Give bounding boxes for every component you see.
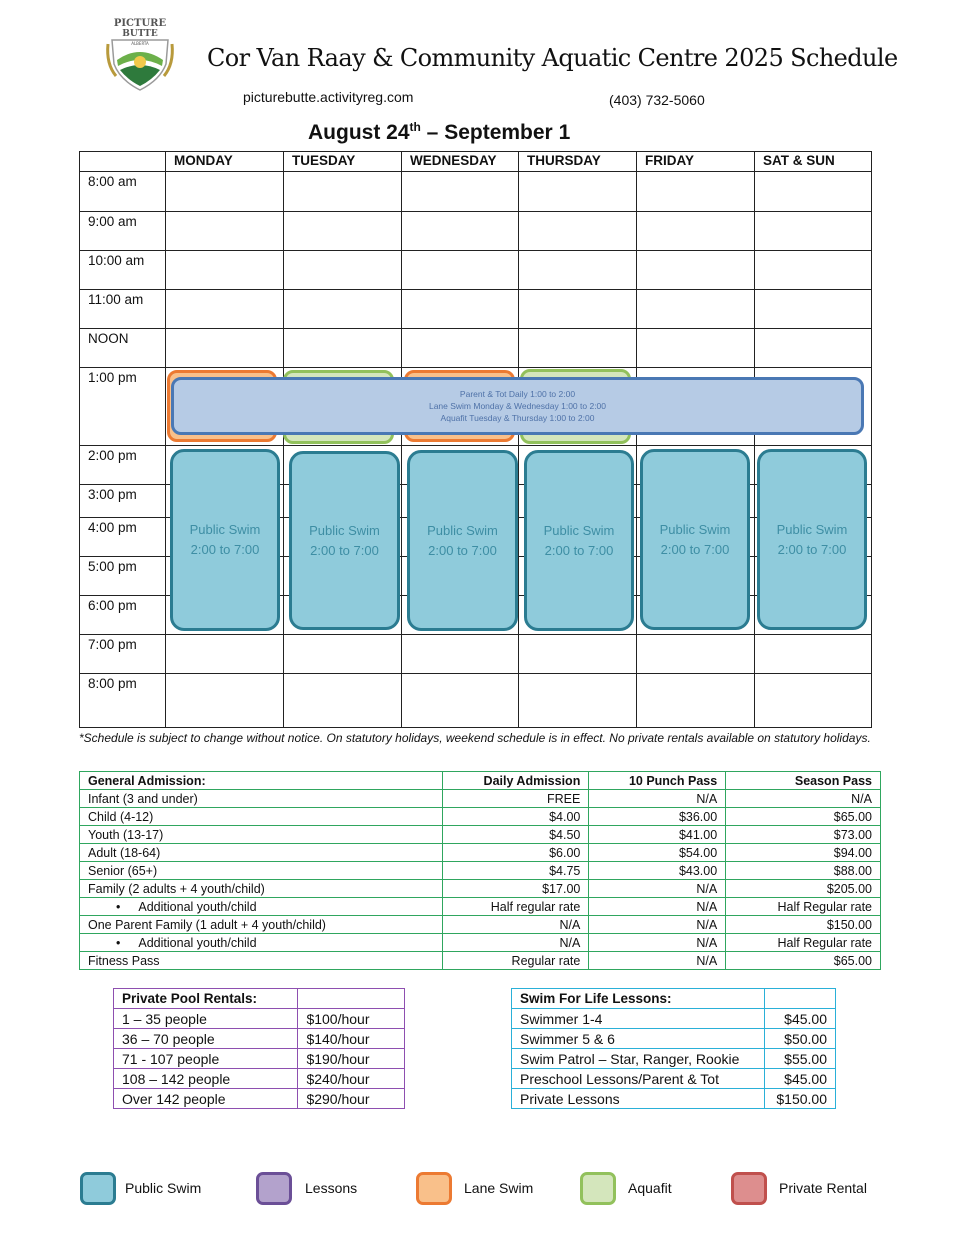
table-cell: FREE (442, 790, 589, 808)
day-header: FRIDAY (645, 153, 695, 168)
parent-tot-lane-aquafit-banner (171, 377, 864, 435)
table-cell: Family (2 adults + 4 youth/child) (80, 880, 443, 898)
table-cell: $190/hour (298, 1049, 405, 1069)
table-row (114, 1049, 405, 1069)
grid-hline (79, 445, 872, 446)
time-label: 11:00 am (88, 292, 144, 307)
table-cell: $4.75 (442, 862, 589, 880)
table-cell: $205.00 (726, 880, 881, 898)
table-cell: $4.00 (442, 808, 589, 826)
grid-hline (79, 673, 872, 674)
time-label: 2:00 pm (88, 448, 137, 463)
table-cell: Infant (3 and under) (80, 790, 443, 808)
public-swim-time: 2:00 to 7:00 (190, 542, 260, 557)
time-label: 3:00 pm (88, 487, 137, 502)
svg-text:PICTURE: PICTURE (113, 18, 167, 29)
table-cell: Child (4-12) (80, 808, 443, 826)
page-title: Cor Van Raay & Community Aquatic Centre 2025 Schedule (207, 44, 898, 72)
time-label: 7:00 pm (88, 637, 137, 652)
time-label: 5:00 pm (88, 559, 137, 574)
grid-hline (79, 250, 872, 251)
table-cell: $55.00 (765, 1049, 836, 1069)
legend-label: Lane Swim (464, 1180, 534, 1196)
table-row (114, 1029, 405, 1049)
grid-hline (79, 211, 872, 212)
table-row (80, 862, 881, 880)
public-swim-label: Public Swim (659, 521, 731, 537)
banner-line: Aquafit Tuesday & Thursday 1:00 to 2:00 (440, 413, 595, 423)
table-cell: One Parent Family (1 adult + 4 youth/child) (80, 916, 443, 934)
public-swim-label: Public Swim (189, 522, 261, 537)
grid-vline (636, 151, 637, 728)
legend-label: Public Swim (125, 1180, 202, 1196)
legend-label: Lessons (305, 1180, 358, 1196)
table-cell: $290/hour (298, 1089, 405, 1109)
grid-vline (165, 151, 166, 728)
table-cell: Over 142 people (114, 1089, 298, 1109)
table-cell: 1 – 35 people (114, 1009, 298, 1029)
table-cell: $65.00 (726, 808, 881, 826)
table-cell: $4.50 (442, 826, 589, 844)
legend-swatch (80, 1172, 116, 1205)
table-cell: • Additional youth/child (80, 934, 443, 952)
day-header: SAT & SUN (763, 153, 835, 168)
public-swim-label: Public Swim (309, 522, 380, 538)
table-cell: $45.00 (765, 1009, 836, 1029)
legend-swatch (256, 1172, 292, 1205)
banner-line: Parent & Tot Daily 1:00 to 2:00 (459, 389, 576, 399)
table-cell: N/A (589, 898, 726, 916)
time-label: 8:00 pm (88, 676, 137, 691)
table-cell: $150.00 (726, 916, 881, 934)
time-label: 10:00 am (88, 253, 145, 268)
table-cell: $6.00 (442, 844, 589, 862)
grid-vline (518, 151, 519, 728)
table-cell: Half Regular rate (726, 934, 881, 952)
table-cell: $54.00 (589, 844, 726, 862)
table-title: Swim For Life Lessons: (512, 989, 765, 1009)
table-header-row (512, 989, 836, 1009)
public-swim-block-sat-sun (757, 449, 867, 630)
table-cell: N/A (589, 790, 726, 808)
table-row (80, 898, 881, 916)
table-row (80, 844, 881, 862)
grid-vline (401, 151, 402, 728)
public-swim-block-wednesday (407, 450, 518, 631)
table-row (80, 916, 881, 934)
table-row (114, 1009, 405, 1029)
legend-label: Aquafit (628, 1180, 672, 1196)
table-cell: Youth (13-17) (80, 826, 443, 844)
table-cell: 108 – 142 people (114, 1069, 298, 1089)
table-cell: $150.00 (765, 1089, 836, 1109)
time-label: 1:00 pm (88, 370, 137, 385)
table-row (512, 1069, 836, 1089)
legend-swatch (416, 1172, 452, 1205)
legend-label: Private Rental (779, 1180, 867, 1196)
private-pool-rentals-table (113, 988, 405, 1109)
table-cell: N/A (726, 790, 881, 808)
table-cell: $73.00 (726, 826, 881, 844)
table-row (80, 952, 881, 970)
legend-swatch (731, 1172, 767, 1205)
table-cell: $36.00 (589, 808, 726, 826)
time-label: 6:00 pm (88, 598, 137, 613)
time-label: 8:00 am (88, 174, 137, 189)
grid-vline (871, 151, 872, 728)
grid-vline (79, 151, 80, 728)
phone-number: (403) 732-5060 (609, 92, 705, 108)
table-cell: Fitness Pass (80, 952, 443, 970)
day-header: THURSDAY (527, 153, 601, 168)
table-cell: Senior (65+) (80, 862, 443, 880)
admission-header-row (80, 772, 881, 790)
table-cell: $140/hour (298, 1029, 405, 1049)
table-row (512, 1089, 836, 1109)
day-header: WEDNESDAY (410, 153, 497, 168)
public-swim-block-tuesday (289, 451, 400, 630)
swim-for-life-lessons-table (511, 988, 836, 1109)
general-admission-table (79, 771, 881, 970)
table-header-row (114, 989, 405, 1009)
table-cell: N/A (442, 916, 589, 934)
admission-header-cell: Daily Admission (442, 772, 589, 790)
table-cell: $94.00 (726, 844, 881, 862)
table-cell: N/A (589, 934, 726, 952)
time-label: 9:00 am (88, 214, 137, 229)
picture-butte-logo (100, 14, 180, 92)
table-row (80, 790, 881, 808)
grid-hline (79, 289, 872, 290)
svg-text:BUTTE: BUTTE (122, 29, 158, 39)
day-header: TUESDAY (292, 153, 356, 168)
table-row (512, 1029, 836, 1049)
table-cell: Swimmer 5 & 6 (512, 1029, 765, 1049)
public-swim-time: 2:00 to 7:00 (310, 542, 379, 558)
table-title: Private Pool Rentals: (114, 989, 298, 1009)
table-cell: N/A (589, 916, 726, 934)
grid-hline (79, 328, 872, 329)
grid-hline (79, 634, 872, 635)
table-cell: $100/hour (298, 1009, 405, 1029)
table-cell: Half Regular rate (726, 898, 881, 916)
grid-hline (79, 727, 872, 728)
svg-text:ALBERTA: ALBERTA (131, 41, 149, 46)
public-swim-block-thursday (524, 450, 634, 631)
schedule-note: *Schedule is subject to change without notice. On statutory holidays, weekend schedule is in effect. No private rentals available on statutory holidays. (79, 731, 871, 745)
grid-hline (79, 367, 872, 368)
day-header: MONDAY (174, 153, 233, 168)
table-row (512, 1049, 836, 1069)
table-cell: N/A (589, 952, 726, 970)
table-cell: Half regular rate (442, 898, 589, 916)
table-cell: $17.00 (442, 880, 589, 898)
table-cell: N/A (589, 880, 726, 898)
table-cell: $240/hour (298, 1069, 405, 1089)
admission-header-cell: Season Pass (726, 772, 881, 790)
public-swim-label: Public Swim (543, 522, 615, 538)
public-swim-time: 2:00 to 7:00 (660, 541, 730, 557)
admission-header-cell: General Admission: (80, 772, 443, 790)
table-cell: $45.00 (765, 1069, 836, 1089)
table-row (512, 1009, 836, 1029)
public-swim-label: Public Swim (776, 521, 848, 537)
admission-header-cell: 10 Punch Pass (589, 772, 726, 790)
table-header-empty (298, 989, 405, 1009)
grid-hline (79, 171, 872, 172)
table-cell: Preschool Lessons/Parent & Tot (512, 1069, 765, 1089)
website-link[interactable]: picturebutte.activityreg.com (243, 89, 414, 105)
table-row (80, 880, 881, 898)
public-swim-label: Public Swim (427, 522, 498, 538)
table-cell: • Additional youth/child (80, 898, 443, 916)
table-cell: Regular rate (442, 952, 589, 970)
grid-vline (754, 151, 755, 728)
table-cell: Swimmer 1-4 (512, 1009, 765, 1029)
public-swim-time: 2:00 to 7:00 (428, 542, 497, 558)
table-cell: $43.00 (589, 862, 726, 880)
public-swim-block-monday (170, 449, 280, 631)
table-cell: $50.00 (765, 1029, 836, 1049)
banner-line: Lane Swim Monday & Wednesday 1:00 to 2:00 (428, 401, 607, 411)
table-row (80, 934, 881, 952)
public-swim-time: 2:00 to 7:00 (544, 542, 614, 558)
table-cell: $41.00 (589, 826, 726, 844)
table-cell: 71 - 107 people (114, 1049, 298, 1069)
public-swim-time: 2:00 to 7:00 (777, 541, 847, 557)
table-cell: Private Lessons (512, 1089, 765, 1109)
table-header-empty (765, 989, 836, 1009)
table-cell: 36 – 70 people (114, 1029, 298, 1049)
table-row (114, 1069, 405, 1089)
table-cell: $88.00 (726, 862, 881, 880)
table-cell: Swim Patrol – Star, Ranger, Rookie (512, 1049, 765, 1069)
date-range: August 24th – September 1 (308, 120, 571, 144)
table-cell: $65.00 (726, 952, 881, 970)
time-label: 4:00 pm (88, 520, 137, 535)
grid-hline (79, 151, 872, 152)
time-label: NOON (88, 331, 129, 346)
table-row (80, 808, 881, 826)
legend-swatch (580, 1172, 616, 1205)
table-row (114, 1089, 405, 1109)
table-cell: Adult (18-64) (80, 844, 443, 862)
public-swim-block-friday (640, 449, 750, 630)
table-row (80, 826, 881, 844)
table-cell: N/A (442, 934, 589, 952)
